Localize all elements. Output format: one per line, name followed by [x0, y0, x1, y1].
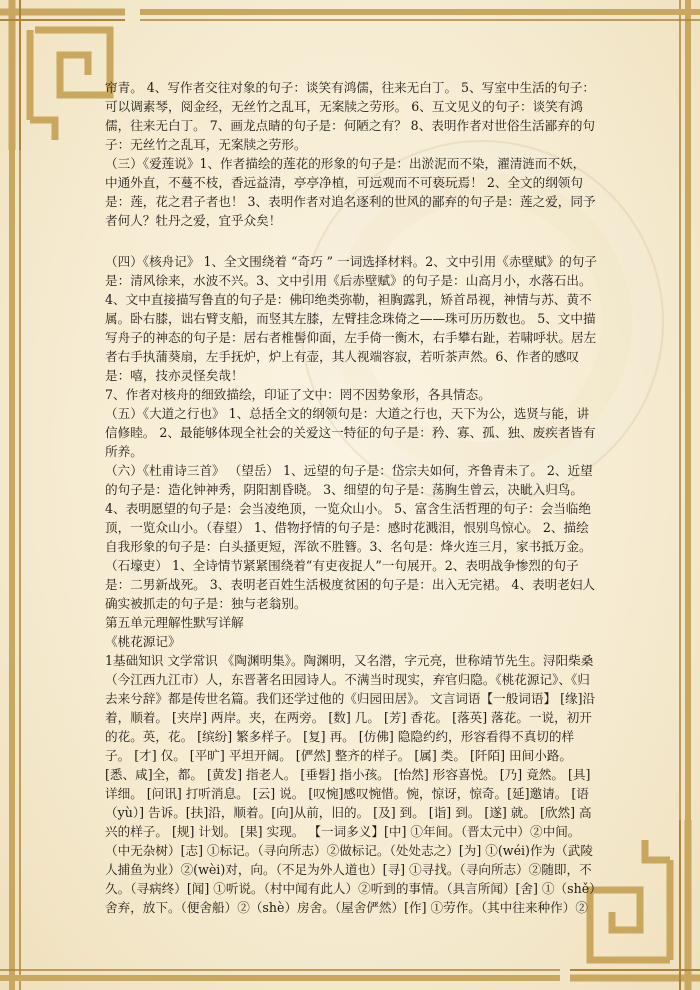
right-border-ornament — [670, 0, 700, 820]
paragraph-spacer — [105, 230, 597, 252]
paragraph-du-fu-poems: （六）《杜甫诗三首》 （望岳） 1、远望的句子是：岱宗夫如何，齐鲁青未了。 2、近望的句子是：造化钟神秀，阴阳割昏晓。 3、细望的句子是：荡胸生曾云，决眦入归鸟。 4、表明愿望的句子是：会当凌绝顶，一览众山小。 5、富含生活哲理的句子：会当临绝顶，一览众山小。（春望） 1、借物抒情的句子是：感时花溅泪，恨别鸟惊心。 2、描绘自我形象的句子是：白头搔更短，浑欲不胜簪。3、名句是：烽火连三月，家书抵万金。（石壕吏） 1、全诗情节紧紧围绕着“有吏夜捉人”一句展开。2、表明战争惨烈的句子是：二男新战死。 3、表明老百姓生活极度贫困的句子是：出入无完裙。 4、表明老妇人确实被抓走的句子是：独与老翁别。 — [105, 463, 596, 611]
section-heading-unit-five: 第五单元理解性默写详解 — [105, 615, 244, 630]
bottom-border-ornament — [0, 960, 560, 990]
paragraph-he-zhou-ji-7: 7、作者对核舟的细致描绘，印证了文中：罔不因势象形，各具情态。 — [105, 387, 491, 402]
paragraph-lou-shi-ming-tail: 帘青。 4、写作者交往对象的句子：谈笑有鸿儒，往来无白丁。 5、写室中生活的句子：可以调素琴，阅金经，无丝竹之乱耳，无案牍之劳形。 6、互文见义的句子：谈笑有鸿儒，往来无白丁。 7、画龙点睛的句子是：何陋之有？ 8、表明作者对世俗生活鄙弃的句子：无丝竹之乱耳，无案牍之劳形。 — [105, 80, 596, 152]
paragraph-tao-hua-yuan-basics: 1基础知识 文学常识 《陶渊明集》。陶渊明，又名潜，字元亮，世称靖节先生。浔阳柴桑（今江西九江市）人，东晋著名田园诗人。不满当时现实，弃官归隐。《桃花源记》、《归去来兮辞》都是传世名篇。我们还学过他的《归园田居》。 文言词语【一般词语】 [缘]沿着，顺着。 [夹岸] 两岸。夹，在两旁。 [数] 几。 [芳] 香花。 [落英] 落花。一说，初开的花。英，花。 [缤纷] 繁多样子。 [复] 再。 [仿佛] 隐隐约约，形容看得不真切的样子。 [才] 仅。 [平旷] 平坦开阔。 [俨然] 整齐的样子。 [属] 类。 [阡陌] 田间小路。 [悉、咸]全，都。 [黄发] 指老人。 [垂髫] 指小孩。 [怡然] 形容喜悦。 [乃] 竟然。 [具] 详细。 [问讯] 打听消息。 [云] 说。 [叹惋]感叹惋惜。惋，惊讶，惊奇。[延]邀请。 [语（yù）] 告诉。[扶]沿，顺着。[向]从前，旧的。 [及] 到。 [诣] 到。 [遂] 就。 [欣然] 高兴的样子。 [规] 计划。 [果] 实现。 【一词多义】[中] ①年间。（晋太元中）②中间。（中无杂树）[志] ①标记。（寻向所志）②做标记。（处处志之）[为] ①(wéi)作为（武陵人捕鱼为业）②(wèi)对，向。（不足为外人道也）[寻] ①寻找。（寻向所志）②随即，不久。（寻病终）[闻] ①听说。（村中闻有此人）②听到的事情。（具言所闻）[舍] ①（shě）舍弃，放下。（便舍船）②（shè）房舍。（屋舍俨然）[作] ①劳作。（其中往来种作）② — [105, 653, 596, 915]
paragraph-ai-lian-shuo: （三）《爱莲说》1、作者描绘的莲花的形象的句子是：出淤泥而不染，濯清涟而不妖，中通外直，不蔓不枝，香远益清，亭亭净植，可远观而不可亵玩焉！ 2、全文的纲领句是：莲，花之君子者也！ 3、表明作者对追名逐利的世风的鄙弃的句子是：莲之爱，同予者何人？牡丹之爱，宜乎众矣！ — [105, 156, 596, 228]
left-border-ornament — [0, 150, 30, 990]
document-body — [105, 78, 597, 917]
paragraph-da-dao-zhi-xing: （五）《大道之行也》 1、总括全文的纲领句是：大道之行也，天下为公，选贤与能，讲信修睦。 2、最能够体现全社会的关爱这一特征的句子是：矜、寡、孤、独、废疾者皆有所养。 — [105, 406, 596, 459]
top-border-ornament — [140, 0, 700, 30]
section-heading-tao-hua-yuan: 《桃花源记》 — [105, 634, 181, 649]
paragraph-he-zhou-ji: （四）《核舟记》 1、全文围绕着 “奇巧 ” 一词选择材料。2、文中引用《赤壁赋》的句子是：清风徐来，水波不兴。3、文中引用《后赤壁赋》的句子是：山高月小，水落石出。4、文中直接描写鲁直的句子是：佛印绝类弥勒，袒胸露乳，矫首昂视，神情与苏、黄不属。卧右膝，诎右臂支船，而竖其左膝，左臂挂念珠倚之——珠可历历数也。 5、文中描写舟子的神态的句子是：居右者椎髻仰面，左手倚一衡木，右手攀右趾，若啸呼状。居左者右手执蒲葵扇，左手抚炉，炉上有壶，其人视端容寂，若听茶声然。6、作者的感叹是：嘻，技亦灵怪矣哉！ — [105, 254, 597, 383]
